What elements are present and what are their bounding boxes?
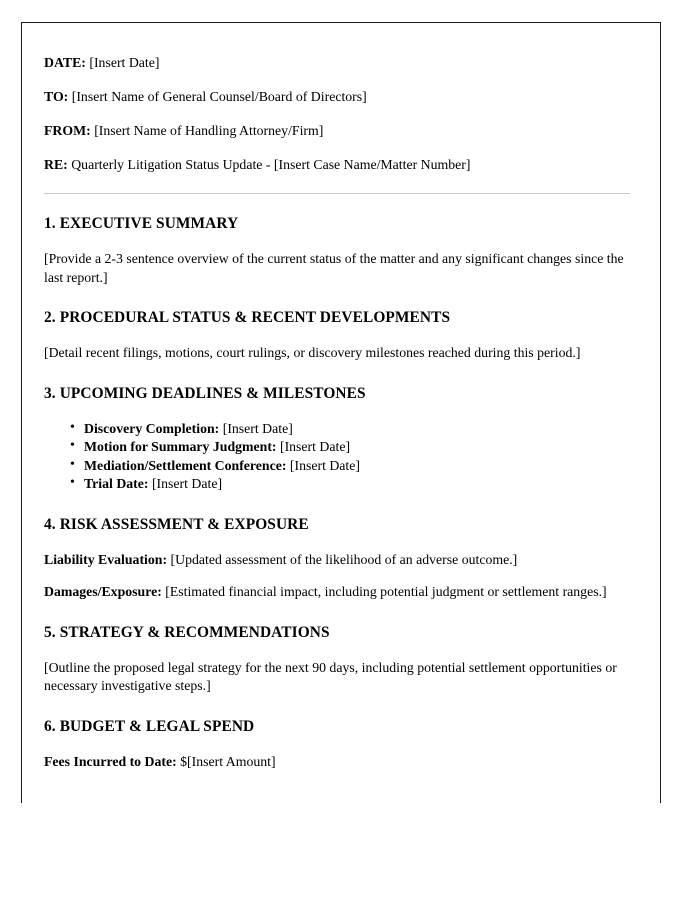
list-item-value: [Insert Date] <box>279 439 351 454</box>
paragraph-text: [Updated assessment of the likelihood of an adverse outcome.] <box>167 551 518 567</box>
memo-value-re: Quarterly Litigation Status Update - [Insert Case Name/Matter Number] <box>71 157 471 172</box>
section-heading: 2. PROCEDURAL STATUS & RECENT DEVELOPMENTS <box>44 309 451 326</box>
section-paragraph: [Outline the proposed legal strategy for the next 90 days, including potential settlement opportunities or necessary investigative steps.] <box>44 659 617 693</box>
memo-line-date <box>44 54 630 72</box>
section-heading: 1. EXECUTIVE SUMMARY <box>44 215 239 232</box>
section-strategy-recommendations <box>44 623 630 696</box>
list-item-label: Trial Date: <box>84 476 149 491</box>
memo-label-re: RE: <box>44 157 68 172</box>
list-item-value: [Insert Date] <box>289 457 360 473</box>
list-item-label: Mediation/Settlement Conference: <box>84 457 287 473</box>
list-item <box>84 457 630 476</box>
memo-value-from: [Insert Name of Handling Attorney/Firm] <box>94 123 324 138</box>
paragraph-text: [Estimated financial impact, including potential judgment or settlement ranges.] <box>161 584 607 599</box>
section-heading: 4. RISK ASSESSMENT & EXPOSURE <box>44 515 309 533</box>
paragraph-lead-in: Liability Evaluation: <box>44 551 168 567</box>
memo-line-to <box>44 88 630 106</box>
memo-header-block <box>44 54 630 174</box>
memo-value-date: [Insert Date] <box>89 55 160 70</box>
section-heading: 3. UPCOMING DEADLINES & MILESTONES <box>44 384 366 402</box>
deadline-list <box>44 420 630 494</box>
section-heading: 5. STRATEGY & RECOMMENDATIONS <box>44 623 330 641</box>
section-paragraph <box>44 753 630 772</box>
list-item <box>84 475 630 494</box>
paragraph-text: $[Insert Amount] <box>176 753 276 769</box>
memo-label-date: DATE: <box>44 55 86 70</box>
section-paragraph: [Detail recent filings, motions, court rulings, or discovery milestones reached during this period.] <box>44 345 581 360</box>
memo-line-re <box>44 156 630 174</box>
list-item-label: Discovery Completion: <box>84 420 220 436</box>
section-paragraph <box>44 583 630 602</box>
section-procedural-status <box>44 308 630 363</box>
section-heading: 6. BUDGET & LEGAL SPEND <box>44 717 255 735</box>
list-item <box>84 438 630 457</box>
section-risk-assessment <box>44 515 630 602</box>
memo-label-from: FROM: <box>44 123 91 138</box>
section-paragraph: [Provide a 2-3 sentence overview of the current status of the matter and any significant changes since the last report.] <box>44 251 624 285</box>
memo-value-to: [Insert Name of General Counsel/Board of Directors] <box>71 89 367 104</box>
list-item <box>84 420 630 439</box>
list-item-value: [Insert Date] <box>151 476 223 491</box>
section-budget-legal-spend <box>44 717 630 772</box>
paragraph-lead-in: Fees Incurred to Date: <box>44 753 177 769</box>
paragraph-lead-in: Damages/Exposure: <box>44 584 162 599</box>
list-item-value: [Insert Date] <box>222 420 293 436</box>
memo-label-to: TO: <box>44 89 69 104</box>
list-item-label: Motion for Summary Judgment: <box>84 439 277 454</box>
memo-line-from <box>44 122 630 140</box>
section-executive-summary <box>44 214 630 287</box>
document-page <box>21 22 661 803</box>
document-body <box>22 23 660 771</box>
section-upcoming-deadlines <box>44 384 630 494</box>
section-paragraph <box>44 551 630 570</box>
header-divider <box>44 193 630 194</box>
